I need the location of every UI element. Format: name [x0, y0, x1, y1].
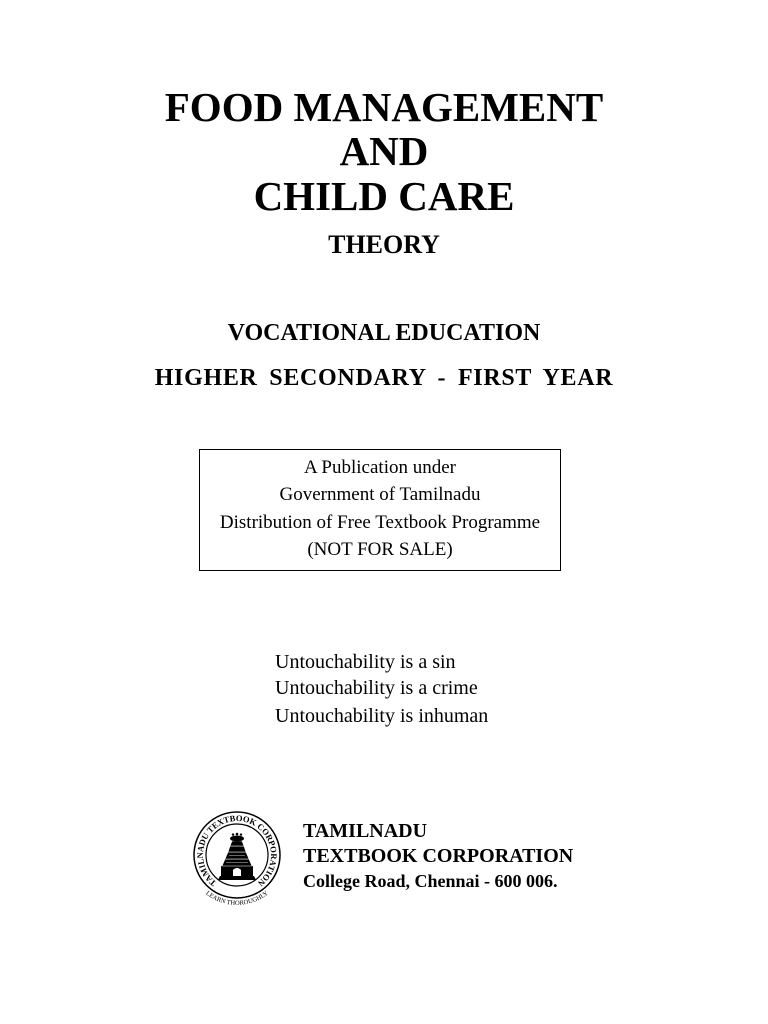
book-title-line-1: FOOD MANAGEMENT	[164, 84, 604, 130]
notice-line-programme: Distribution of Free Textbook Programme	[219, 512, 541, 533]
course-level: HIGHER SECONDARY - FIRST YEAR	[154, 365, 614, 391]
notice-line-publication: A Publication under	[304, 457, 456, 478]
seal-motto-path: LEARN THOROUGHLY	[204, 889, 270, 907]
publisher-name-line-1: TAMILNADU	[303, 820, 428, 842]
pledge-line: Untouchability is a crime	[275, 677, 478, 699]
pledge-line: Untouchability is a sin	[275, 651, 456, 673]
notice-line-government: Government of Tamilnadu	[279, 484, 481, 505]
notice-line-not-for-sale: (NOT FOR SALE)	[307, 539, 453, 560]
publisher-name-line-2: TEXTBOOK CORPORATION	[303, 845, 574, 867]
textbook-corporation-seal	[182, 800, 292, 910]
course-name: VOCATIONAL EDUCATION	[227, 320, 541, 346]
pledge-line: Untouchability is inhuman	[275, 705, 489, 727]
book-title-line-3: CHILD CARE	[253, 173, 515, 219]
temple-gopuram-icon	[218, 833, 256, 880]
book-title-line-2: AND	[339, 128, 429, 174]
seal-ring-text-path: TAMILNADU TEXTBOOK CORPORATION	[194, 812, 280, 889]
publisher-address: College Road, Chennai - 600 006.	[303, 871, 558, 891]
publication-notice-box	[199, 449, 561, 571]
book-subtitle: THEORY	[328, 230, 440, 259]
